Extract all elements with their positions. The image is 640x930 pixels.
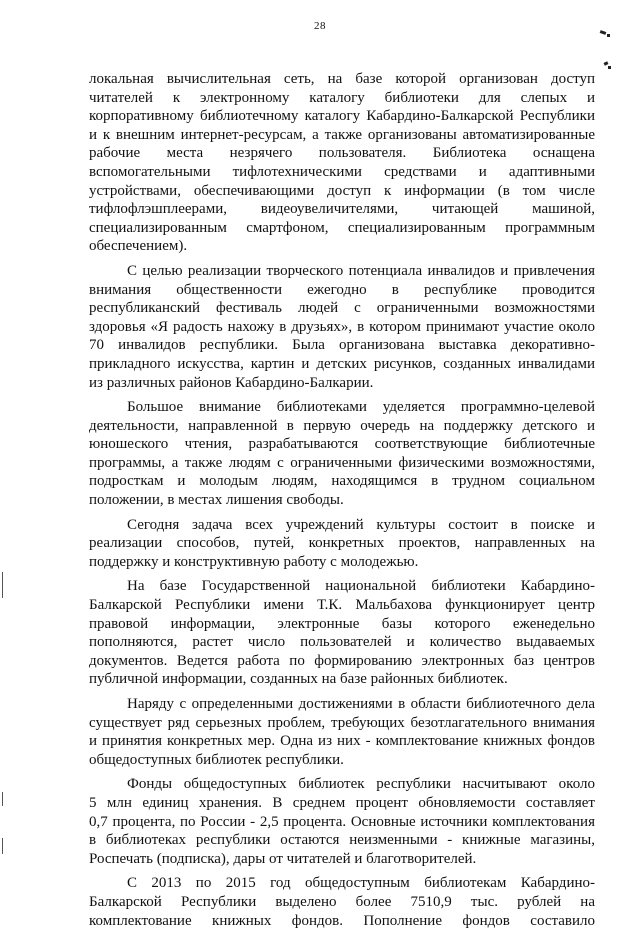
text-line: комплектование книжных фондов. Пополнение фондов составило (89, 912, 595, 929)
text-line: Сегодня задача всех учреждений культуры состоит в поиске и (127, 516, 595, 533)
text-line: рабочие места незрячего пользователя. Библиотека оснащена (89, 145, 595, 162)
text-line: деятельности, направленной в первую очередь на поддержку детского и (89, 417, 595, 434)
text-line: здоровья «Я радость нахожу в друзьях», в котором принимают участие около (89, 318, 595, 335)
text-line: подросткам и молодым людям, находящимся в трудном социальном (89, 473, 595, 490)
paragraph (89, 775, 595, 868)
paragraph (89, 874, 595, 930)
paragraph (89, 577, 595, 689)
text-line: документов. Ведется работа по формированию электронных баз центров (89, 652, 595, 669)
text-line: публичной информации, созданных на базе районных библиотек. (89, 671, 508, 688)
scan-speck (607, 34, 610, 37)
text-line: 0,7 процента, по России - 2,5 процента. Основные источники комплектования (89, 813, 595, 830)
text-line: пополняются, растет число пользователей и количество выдаваемых (89, 634, 595, 651)
text-line: существует ряд серьезных проблем, требующих безотлагательного внимания (89, 714, 595, 731)
paragraph (89, 70, 595, 256)
text-line: корпоративному библиотечному каталогу Кабардино-Балкарской Республики (89, 108, 595, 125)
text-line: правовой информации, электронные базы которого еженедельно (89, 615, 595, 632)
paragraph (89, 262, 595, 392)
text-line: На базе Государственной национальной библиотеки Кабардино- (127, 578, 595, 595)
text-line: в библиотеках республики остаются неизменными - книжные магазины, (89, 832, 595, 849)
text-line: прикладного искусства, картин и детских рисунков, созданных инвалидами (89, 355, 595, 372)
text-line: вспомогательными тифлотехническими средствами и адаптивными (89, 163, 595, 180)
paragraph (89, 398, 595, 510)
text-line: Балкарской Республики имени Т.К. Мальбахова функционирует центр (89, 597, 595, 614)
scan-speck (600, 30, 607, 35)
text-line: 5 млн единиц хранения. В среднем процент обновляемости составляет (89, 794, 595, 811)
text-line: Наряду с определенными достижениями в области библиотечного дела (127, 696, 595, 712)
text-line: из различных районов Кабардино-Балкарии. (89, 374, 374, 391)
text-line: специализированным смартфоном, специализированным программным (89, 219, 595, 236)
margin-scan-line (2, 838, 3, 854)
text-line: программы, а также людям с ограниченными физическими возможностями, (89, 454, 595, 471)
text-line: Балкарской Республики выделено более 7510,9 тыс. рублей на (89, 893, 595, 910)
text-line: Большое внимание библиотеками уделяется программно-целевой (127, 399, 595, 416)
text-line: читателей к электронному каталогу библиотеки для слепых и (89, 89, 595, 106)
text-line: юношеского чтения, разрабатываются соответствующие библиотечные (89, 436, 595, 453)
text-line: устройствами, обеспечивающими доступ к информации (в том числе (89, 182, 595, 199)
text-line: внимания общественности ежегодно в республике проводится (89, 281, 595, 298)
margin-scan-line (2, 792, 3, 806)
text-line: поддержку и конструктивную работу с молодежью. (89, 553, 419, 570)
margin-scan-line (2, 572, 3, 598)
text-line: положении, в местах лишения свободы. (89, 492, 344, 509)
text-line: и к внешним интернет-ресурсам, а также организованы автоматизированные (89, 126, 595, 143)
text-line: С 2013 по 2015 год общедоступным библиотекам Кабардино- (127, 875, 595, 892)
text-line: 70 инвалидов республики. Была организована выставка декоративно- (89, 337, 595, 354)
text-line: реализации способов, путей, конкретных проектов, направленных на (89, 535, 595, 552)
text-line: локальная вычислительная сеть, на базе которой организован доступ (89, 71, 595, 87)
text-line: обеспечением). (89, 238, 188, 255)
paragraph (89, 695, 595, 769)
text-line: Фонды общедоступных библиотек республики насчитывают около (127, 776, 595, 793)
text-line: С целью реализации творческого потенциала инвалидов и привлечения (127, 262, 595, 279)
scan-speck (608, 66, 611, 69)
text-line: Роспечать (подписка), дары от читателей и благотворителей. (89, 850, 477, 867)
page-number: 28 (314, 20, 326, 32)
text-line: тифлофлэшплеерами, видеоувеличителями, читающей машиной, (89, 201, 595, 218)
text-line: республиканский фестиваль людей с ограниченными возможностями (89, 300, 595, 317)
paragraph (89, 516, 595, 572)
document-body (89, 70, 595, 930)
text-line: и принятия конкретных мер. Одна из них - комплектование книжных фондов (89, 733, 595, 750)
text-line: общедоступных библиотек республики. (89, 751, 344, 768)
